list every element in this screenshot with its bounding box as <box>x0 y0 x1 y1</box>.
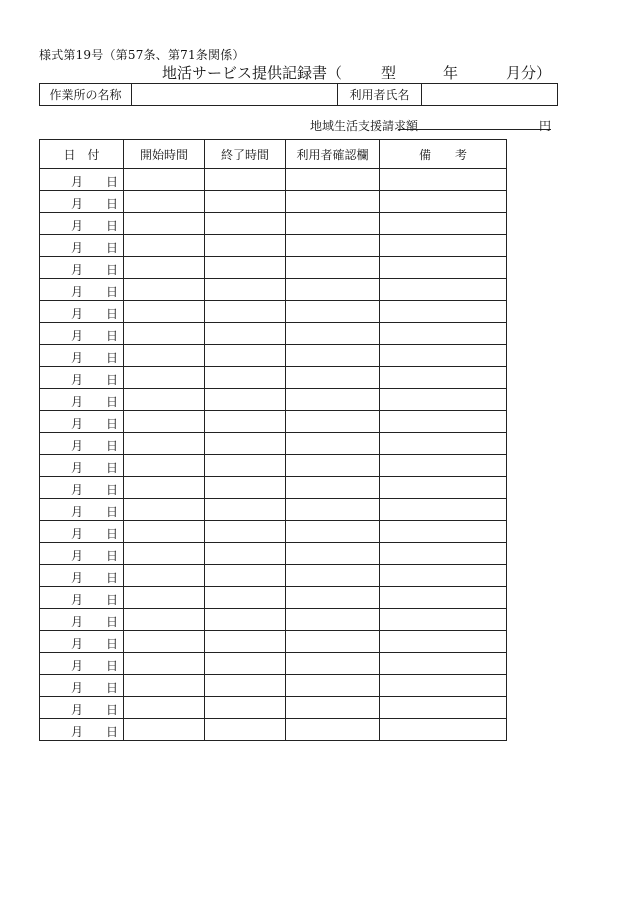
form-number: 様式第19号（第57条、第71条関係） <box>39 48 245 62</box>
day-label: 日 <box>106 263 119 277</box>
date-cell <box>40 169 124 191</box>
end-time-cell[interactable] <box>205 213 286 235</box>
start-time-cell[interactable] <box>124 697 205 719</box>
remarks-cell[interactable] <box>380 235 507 257</box>
table-row <box>40 323 507 345</box>
user-confirmation-cell[interactable] <box>286 477 380 499</box>
start-time-cell[interactable] <box>124 653 205 675</box>
table-row <box>40 213 507 235</box>
day-label: 日 <box>106 659 119 673</box>
remarks-cell[interactable] <box>380 565 507 587</box>
day-label: 日 <box>106 439 119 453</box>
month-label: 月 <box>71 505 84 519</box>
user-confirmation-cell[interactable] <box>286 345 380 367</box>
month-label: 月 <box>71 615 84 629</box>
user-confirmation-cell[interactable] <box>286 257 380 279</box>
end-time-cell[interactable] <box>205 565 286 587</box>
remarks-cell[interactable] <box>380 455 507 477</box>
remarks-cell[interactable] <box>380 345 507 367</box>
user-confirmation-cell[interactable] <box>286 521 380 543</box>
remarks-cell[interactable] <box>380 367 507 389</box>
end-time-cell[interactable] <box>205 455 286 477</box>
day-label: 日 <box>106 241 119 255</box>
remarks-cell[interactable] <box>380 675 507 697</box>
remarks-cell[interactable] <box>380 411 507 433</box>
user-confirmation-cell[interactable] <box>286 235 380 257</box>
title-month-unit: 月分） <box>506 64 552 82</box>
month-label: 月 <box>71 593 84 607</box>
month-label: 月 <box>71 703 84 717</box>
date-cell <box>40 653 124 675</box>
month-label: 月 <box>71 307 84 321</box>
user-confirmation-cell[interactable] <box>286 411 380 433</box>
table-row <box>40 565 507 587</box>
remarks-cell[interactable] <box>380 169 507 191</box>
table-row <box>40 345 507 367</box>
table-row <box>40 411 507 433</box>
end-time-cell[interactable] <box>205 433 286 455</box>
date-cell <box>40 675 124 697</box>
remarks-cell[interactable] <box>380 609 507 631</box>
month-label: 月 <box>71 219 84 233</box>
end-time-cell[interactable] <box>205 279 286 301</box>
start-time-cell[interactable] <box>124 433 205 455</box>
table-row <box>40 169 507 191</box>
month-label: 月 <box>71 197 84 211</box>
day-label: 日 <box>106 197 119 211</box>
day-label: 日 <box>106 505 119 519</box>
start-time-cell[interactable] <box>124 675 205 697</box>
start-time-cell[interactable] <box>124 565 205 587</box>
date-cell <box>40 521 124 543</box>
end-time-cell[interactable] <box>205 631 286 653</box>
start-time-cell[interactable] <box>124 543 205 565</box>
start-time-cell[interactable] <box>124 213 205 235</box>
day-label: 日 <box>106 527 119 541</box>
table-row <box>40 609 507 631</box>
remarks-cell[interactable] <box>380 631 507 653</box>
start-time-cell[interactable] <box>124 587 205 609</box>
table-row <box>40 433 507 455</box>
date-cell <box>40 543 124 565</box>
remarks-cell[interactable] <box>380 653 507 675</box>
end-time-cell[interactable] <box>205 719 286 741</box>
date-cell <box>40 389 124 411</box>
end-time-cell[interactable] <box>205 609 286 631</box>
day-label: 日 <box>106 373 119 387</box>
day-label: 日 <box>106 725 119 739</box>
table-row <box>40 257 507 279</box>
remarks-cell[interactable] <box>380 499 507 521</box>
date-cell <box>40 697 124 719</box>
table-row <box>40 697 507 719</box>
date-cell <box>40 433 124 455</box>
user-name-label: 利用者氏名 <box>338 84 422 106</box>
day-label: 日 <box>106 307 119 321</box>
table-row <box>40 631 507 653</box>
start-time-cell[interactable] <box>124 301 205 323</box>
start-time-cell[interactable] <box>124 631 205 653</box>
day-label: 日 <box>106 285 119 299</box>
user-confirmation-cell[interactable] <box>286 653 380 675</box>
month-label: 月 <box>71 549 84 563</box>
facility-name-label: 作業所の名称 <box>40 84 132 106</box>
day-label: 日 <box>106 703 119 717</box>
day-label: 日 <box>106 395 119 409</box>
start-time-cell[interactable] <box>124 279 205 301</box>
date-cell <box>40 499 124 521</box>
table-row <box>40 455 507 477</box>
user-confirmation-cell[interactable] <box>286 631 380 653</box>
user-confirmation-cell[interactable] <box>286 279 380 301</box>
month-label: 月 <box>71 373 84 387</box>
billing-amount-label: 地域生活支援請求額 <box>310 119 419 133</box>
month-label: 月 <box>71 483 84 497</box>
table-row <box>40 477 507 499</box>
title-type-unit: 型 <box>381 64 397 82</box>
user-confirmation-cell[interactable] <box>286 169 380 191</box>
start-time-cell[interactable] <box>124 521 205 543</box>
start-time-cell[interactable] <box>124 411 205 433</box>
table-row <box>40 653 507 675</box>
user-confirmation-cell[interactable] <box>286 675 380 697</box>
column-header-user-confirmation: 利用者確認欄 <box>286 140 380 169</box>
month-label: 月 <box>71 263 84 277</box>
day-label: 日 <box>106 175 119 189</box>
service-log-table <box>39 139 507 741</box>
column-header-remarks: 備 考 <box>380 140 507 169</box>
remarks-cell[interactable] <box>380 587 507 609</box>
table-row <box>40 235 507 257</box>
day-label: 日 <box>106 637 119 651</box>
title-year-unit: 年 <box>443 64 459 82</box>
billing-amount-unit: 円 <box>539 119 552 133</box>
date-cell <box>40 565 124 587</box>
remarks-cell[interactable] <box>380 213 507 235</box>
date-cell <box>40 411 124 433</box>
start-time-cell[interactable] <box>124 455 205 477</box>
date-cell <box>40 301 124 323</box>
table-row <box>40 499 507 521</box>
user-confirmation-cell[interactable] <box>286 191 380 213</box>
user-confirmation-cell[interactable] <box>286 455 380 477</box>
end-time-cell[interactable] <box>205 257 286 279</box>
facility-name-field[interactable] <box>132 84 338 106</box>
month-label: 月 <box>71 659 84 673</box>
month-label: 月 <box>71 527 84 541</box>
remarks-cell[interactable] <box>380 477 507 499</box>
end-time-cell[interactable] <box>205 675 286 697</box>
document-title: 地活サービス提供記録書（ <box>162 64 343 82</box>
column-header-start-time: 開始時間 <box>124 140 205 169</box>
remarks-cell[interactable] <box>380 301 507 323</box>
start-time-cell[interactable] <box>124 367 205 389</box>
day-label: 日 <box>106 351 119 365</box>
month-label: 月 <box>71 571 84 585</box>
table-row <box>40 389 507 411</box>
remarks-cell[interactable] <box>380 389 507 411</box>
day-label: 日 <box>106 615 119 629</box>
month-label: 月 <box>71 395 84 409</box>
start-time-cell[interactable] <box>124 169 205 191</box>
date-cell <box>40 345 124 367</box>
month-label: 月 <box>71 285 84 299</box>
user-confirmation-cell[interactable] <box>286 323 380 345</box>
start-time-cell[interactable] <box>124 477 205 499</box>
header-table <box>39 83 558 106</box>
start-time-cell[interactable] <box>124 389 205 411</box>
day-label: 日 <box>106 417 119 431</box>
start-time-cell[interactable] <box>124 235 205 257</box>
month-label: 月 <box>71 351 84 365</box>
billing-amount-underline <box>398 129 551 130</box>
end-time-cell[interactable] <box>205 191 286 213</box>
user-confirmation-cell[interactable] <box>286 367 380 389</box>
user-confirmation-cell[interactable] <box>286 389 380 411</box>
user-confirmation-cell[interactable] <box>286 433 380 455</box>
month-label: 月 <box>71 329 84 343</box>
table-row <box>40 521 507 543</box>
remarks-cell[interactable] <box>380 697 507 719</box>
end-time-cell[interactable] <box>205 323 286 345</box>
start-time-cell[interactable] <box>124 499 205 521</box>
remarks-cell[interactable] <box>380 257 507 279</box>
date-cell <box>40 609 124 631</box>
month-label: 月 <box>71 241 84 255</box>
user-confirmation-cell[interactable] <box>286 587 380 609</box>
column-header-date: 日 付 <box>40 140 124 169</box>
month-label: 月 <box>71 637 84 651</box>
table-row <box>40 587 507 609</box>
day-label: 日 <box>106 483 119 497</box>
column-header-end-time: 終了時間 <box>205 140 286 169</box>
day-label: 日 <box>106 329 119 343</box>
start-time-cell[interactable] <box>124 345 205 367</box>
date-cell <box>40 235 124 257</box>
remarks-cell[interactable] <box>380 543 507 565</box>
end-time-cell[interactable] <box>205 653 286 675</box>
month-label: 月 <box>71 681 84 695</box>
date-cell <box>40 367 124 389</box>
end-time-cell[interactable] <box>205 411 286 433</box>
start-time-cell[interactable] <box>124 719 205 741</box>
date-cell <box>40 455 124 477</box>
month-label: 月 <box>71 461 84 475</box>
remarks-cell[interactable] <box>380 323 507 345</box>
start-time-cell[interactable] <box>124 257 205 279</box>
date-cell <box>40 191 124 213</box>
end-time-cell[interactable] <box>205 389 286 411</box>
user-name-field[interactable] <box>422 84 558 106</box>
table-row <box>40 675 507 697</box>
table-row <box>40 191 507 213</box>
user-confirmation-cell[interactable] <box>286 565 380 587</box>
date-cell <box>40 477 124 499</box>
table-row <box>40 367 507 389</box>
end-time-cell[interactable] <box>205 477 286 499</box>
month-label: 月 <box>71 175 84 189</box>
user-confirmation-cell[interactable] <box>286 609 380 631</box>
end-time-cell[interactable] <box>205 169 286 191</box>
table-row <box>40 719 507 741</box>
start-time-cell[interactable] <box>124 609 205 631</box>
day-label: 日 <box>106 219 119 233</box>
user-confirmation-cell[interactable] <box>286 543 380 565</box>
remarks-cell[interactable] <box>380 191 507 213</box>
date-cell <box>40 279 124 301</box>
day-label: 日 <box>106 681 119 695</box>
table-row <box>40 543 507 565</box>
end-time-cell[interactable] <box>205 499 286 521</box>
date-cell <box>40 323 124 345</box>
start-time-cell[interactable] <box>124 191 205 213</box>
end-time-cell[interactable] <box>205 367 286 389</box>
table-row <box>40 301 507 323</box>
table-row <box>40 279 507 301</box>
end-time-cell[interactable] <box>205 587 286 609</box>
end-time-cell[interactable] <box>205 345 286 367</box>
month-label: 月 <box>71 439 84 453</box>
end-time-cell[interactable] <box>205 521 286 543</box>
user-confirmation-cell[interactable] <box>286 697 380 719</box>
day-label: 日 <box>106 461 119 475</box>
user-confirmation-cell[interactable] <box>286 499 380 521</box>
user-confirmation-cell[interactable] <box>286 719 380 741</box>
remarks-cell[interactable] <box>380 279 507 301</box>
day-label: 日 <box>106 571 119 585</box>
table-header-row <box>40 140 507 169</box>
date-cell <box>40 631 124 653</box>
month-label: 月 <box>71 725 84 739</box>
date-cell <box>40 257 124 279</box>
day-label: 日 <box>106 549 119 563</box>
date-cell <box>40 719 124 741</box>
user-confirmation-cell[interactable] <box>286 301 380 323</box>
end-time-cell[interactable] <box>205 543 286 565</box>
date-cell <box>40 213 124 235</box>
remarks-cell[interactable] <box>380 719 507 741</box>
month-label: 月 <box>71 417 84 431</box>
start-time-cell[interactable] <box>124 323 205 345</box>
remarks-cell[interactable] <box>380 521 507 543</box>
date-cell <box>40 587 124 609</box>
user-confirmation-cell[interactable] <box>286 213 380 235</box>
end-time-cell[interactable] <box>205 301 286 323</box>
remarks-cell[interactable] <box>380 433 507 455</box>
day-label: 日 <box>106 593 119 607</box>
end-time-cell[interactable] <box>205 697 286 719</box>
end-time-cell[interactable] <box>205 235 286 257</box>
